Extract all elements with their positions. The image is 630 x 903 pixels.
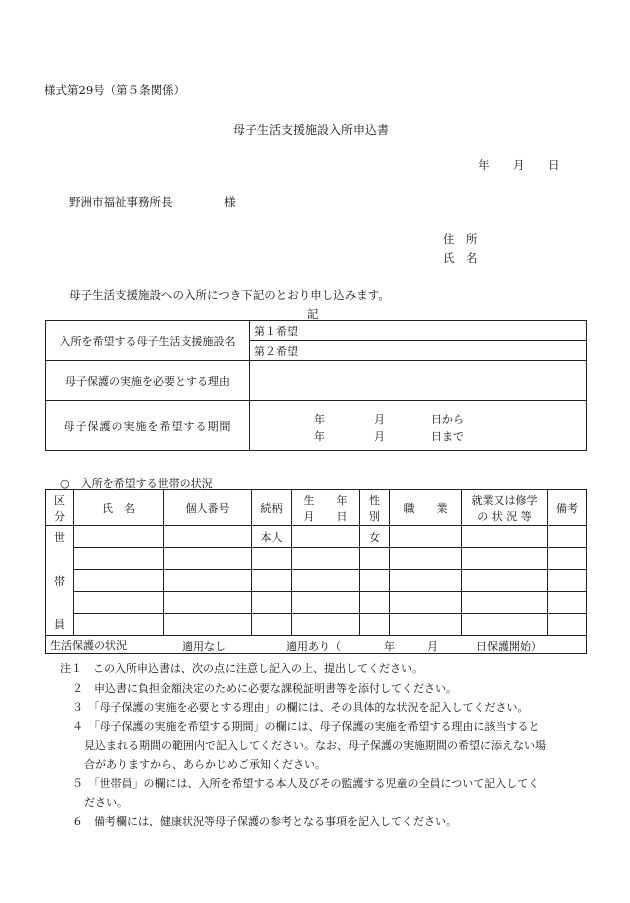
member-cell[interactable]	[390, 570, 462, 592]
date-month: 月	[513, 158, 525, 172]
addressee-honorific: 様	[224, 195, 236, 209]
name-label: 氏 名	[443, 251, 478, 265]
member-cell[interactable]	[164, 526, 252, 548]
note-4-cont-1: 見込まれる期間の範囲内で記入してください。なお、母子保護の実施期間の希望に添えない場	[84, 739, 546, 752]
member-cell[interactable]	[462, 548, 548, 570]
member-cell[interactable]	[462, 526, 548, 548]
welfare-yes[interactable]: 適用あり（	[286, 640, 341, 653]
period-from-month: 月	[374, 413, 385, 426]
note-6: ６ 備考欄には、健康状況等母子保護の参考となる事項を記入してください。	[72, 815, 457, 828]
member-cell[interactable]	[164, 548, 252, 570]
member-cell[interactable]	[74, 614, 164, 636]
member-cell[interactable]	[390, 592, 462, 614]
member-cell[interactable]	[252, 548, 292, 570]
header-sex	[360, 490, 390, 526]
member-cell[interactable]	[548, 526, 587, 548]
member-relation-self: 本人	[252, 526, 292, 548]
welfare-row	[46, 636, 587, 654]
member-cell[interactable]	[74, 548, 164, 570]
choice2-label: 第２希望	[254, 344, 298, 358]
header-relation: 続柄	[252, 490, 292, 526]
member-cell[interactable]	[252, 570, 292, 592]
side-blank	[46, 548, 74, 570]
period-label: 母子保護の実施を希望する期間	[46, 401, 250, 451]
period-to-month: 月	[374, 430, 385, 443]
member-cell[interactable]	[462, 570, 548, 592]
note-2: ２ 申込書に負担金額決定のために必要な課税証明書等を添付してください。	[72, 682, 457, 695]
member-cell[interactable]	[252, 592, 292, 614]
header-occupation: 職 業	[390, 490, 462, 526]
welfare-month: 月	[427, 640, 438, 653]
date-year: 年	[478, 158, 490, 172]
note-5-cont: ださい。	[84, 796, 128, 809]
choice1-field[interactable]	[250, 321, 587, 341]
facility-table	[45, 320, 587, 451]
facility-label: 入所を希望する母子生活支援施設名	[46, 321, 250, 361]
member-cell[interactable]	[292, 548, 360, 570]
member-cell[interactable]	[548, 614, 587, 636]
header-sex-1: 性	[369, 493, 380, 507]
household-table	[45, 489, 587, 654]
header-birth-1: 生 年	[303, 493, 348, 507]
header-personal-number: 個人番号	[164, 490, 252, 526]
date-day: 日	[548, 158, 560, 172]
member-cell[interactable]	[74, 570, 164, 592]
side-char-1: 世	[46, 526, 74, 548]
note-4-cont-2: 合がありますから、あらかじめご承知ください。	[84, 758, 326, 771]
member-cell[interactable]	[74, 592, 164, 614]
member-cell[interactable]	[360, 570, 390, 592]
period-from-year: 年	[314, 413, 325, 426]
member-sex-female: 女	[360, 526, 390, 548]
period-to-year: 年	[314, 430, 325, 443]
member-cell[interactable]	[360, 592, 390, 614]
header-sex-2: 別	[369, 509, 380, 523]
header-birth	[292, 490, 360, 526]
period-from-day: 日から	[431, 413, 464, 426]
member-cell[interactable]	[548, 592, 587, 614]
side-char-3: 員	[46, 614, 74, 636]
page-title: 母子生活支援施設入所申込書	[233, 123, 390, 137]
member-cell[interactable]	[548, 570, 587, 592]
ki-mark: 記	[307, 307, 319, 321]
welfare-year: 年	[384, 640, 395, 653]
header-employment-1: 就業又は修学	[471, 493, 538, 507]
welfare-none[interactable]: 適用なし	[182, 640, 226, 653]
member-cell[interactable]	[462, 614, 548, 636]
side-char-2: 帯	[46, 570, 74, 592]
member-cell[interactable]	[390, 614, 462, 636]
header-remarks: 備考	[548, 490, 587, 526]
note-1: 注１ この入所申込書は、次の点に注意し記入の上、提出してください。	[60, 662, 423, 675]
header-name: 氏 名	[74, 490, 164, 526]
note-4: ４ 「母子保護の実施を希望する期間」の欄には、母子保護の実施を希望する理由に該当すると	[72, 720, 540, 733]
side-blank	[46, 592, 74, 614]
household-heading: ○ 入所を希望する世帯の状況	[60, 477, 213, 490]
member-cell[interactable]	[252, 614, 292, 636]
header-division-1: 区	[54, 493, 65, 507]
choice2-field[interactable]	[250, 341, 587, 361]
member-cell[interactable]	[390, 548, 462, 570]
reason-label: 母子保護の実施を必要とする理由	[46, 361, 250, 401]
reason-field[interactable]	[250, 361, 587, 401]
header-employment-2: の 状 況 等	[477, 509, 532, 523]
member-cell[interactable]	[390, 526, 462, 548]
period-field[interactable]	[250, 401, 587, 451]
welfare-label: 生活保護の状況	[50, 638, 127, 652]
header-employment	[462, 490, 548, 526]
header-division-2: 分	[54, 509, 65, 523]
member-cell[interactable]	[292, 614, 360, 636]
member-cell[interactable]	[292, 570, 360, 592]
member-cell[interactable]	[74, 526, 164, 548]
member-cell[interactable]	[548, 548, 587, 570]
note-5: ５ 「世帯員」の欄には、入所を希望する本人及びその監護する児童の全員について記入してく	[72, 777, 540, 790]
member-cell[interactable]	[164, 570, 252, 592]
member-cell[interactable]	[360, 614, 390, 636]
period-to-day: 日まで	[431, 430, 464, 443]
form-number: 様式第29号（第５条関係）	[44, 83, 186, 97]
welfare-day: 日保護開始）	[476, 640, 542, 653]
member-cell[interactable]	[164, 614, 252, 636]
header-division	[46, 490, 74, 526]
member-cell[interactable]	[462, 592, 548, 614]
member-cell[interactable]	[164, 592, 252, 614]
member-cell[interactable]	[292, 526, 360, 548]
member-cell[interactable]	[360, 548, 390, 570]
member-cell[interactable]	[292, 592, 360, 614]
addressee-office: 野洲市福祉事務所長	[69, 195, 173, 209]
choice1-label: 第１希望	[254, 324, 298, 338]
intro-text: 母子生活支援施設への入所につき下記のとおり申し込みます。	[69, 288, 390, 302]
address-label: 住 所	[443, 232, 478, 246]
note-3: ３ 「母子保護の実施を必要とする理由」の欄には、その具体的な状況を記入してください。	[72, 701, 529, 714]
header-birth-2: 月 日	[303, 509, 348, 523]
